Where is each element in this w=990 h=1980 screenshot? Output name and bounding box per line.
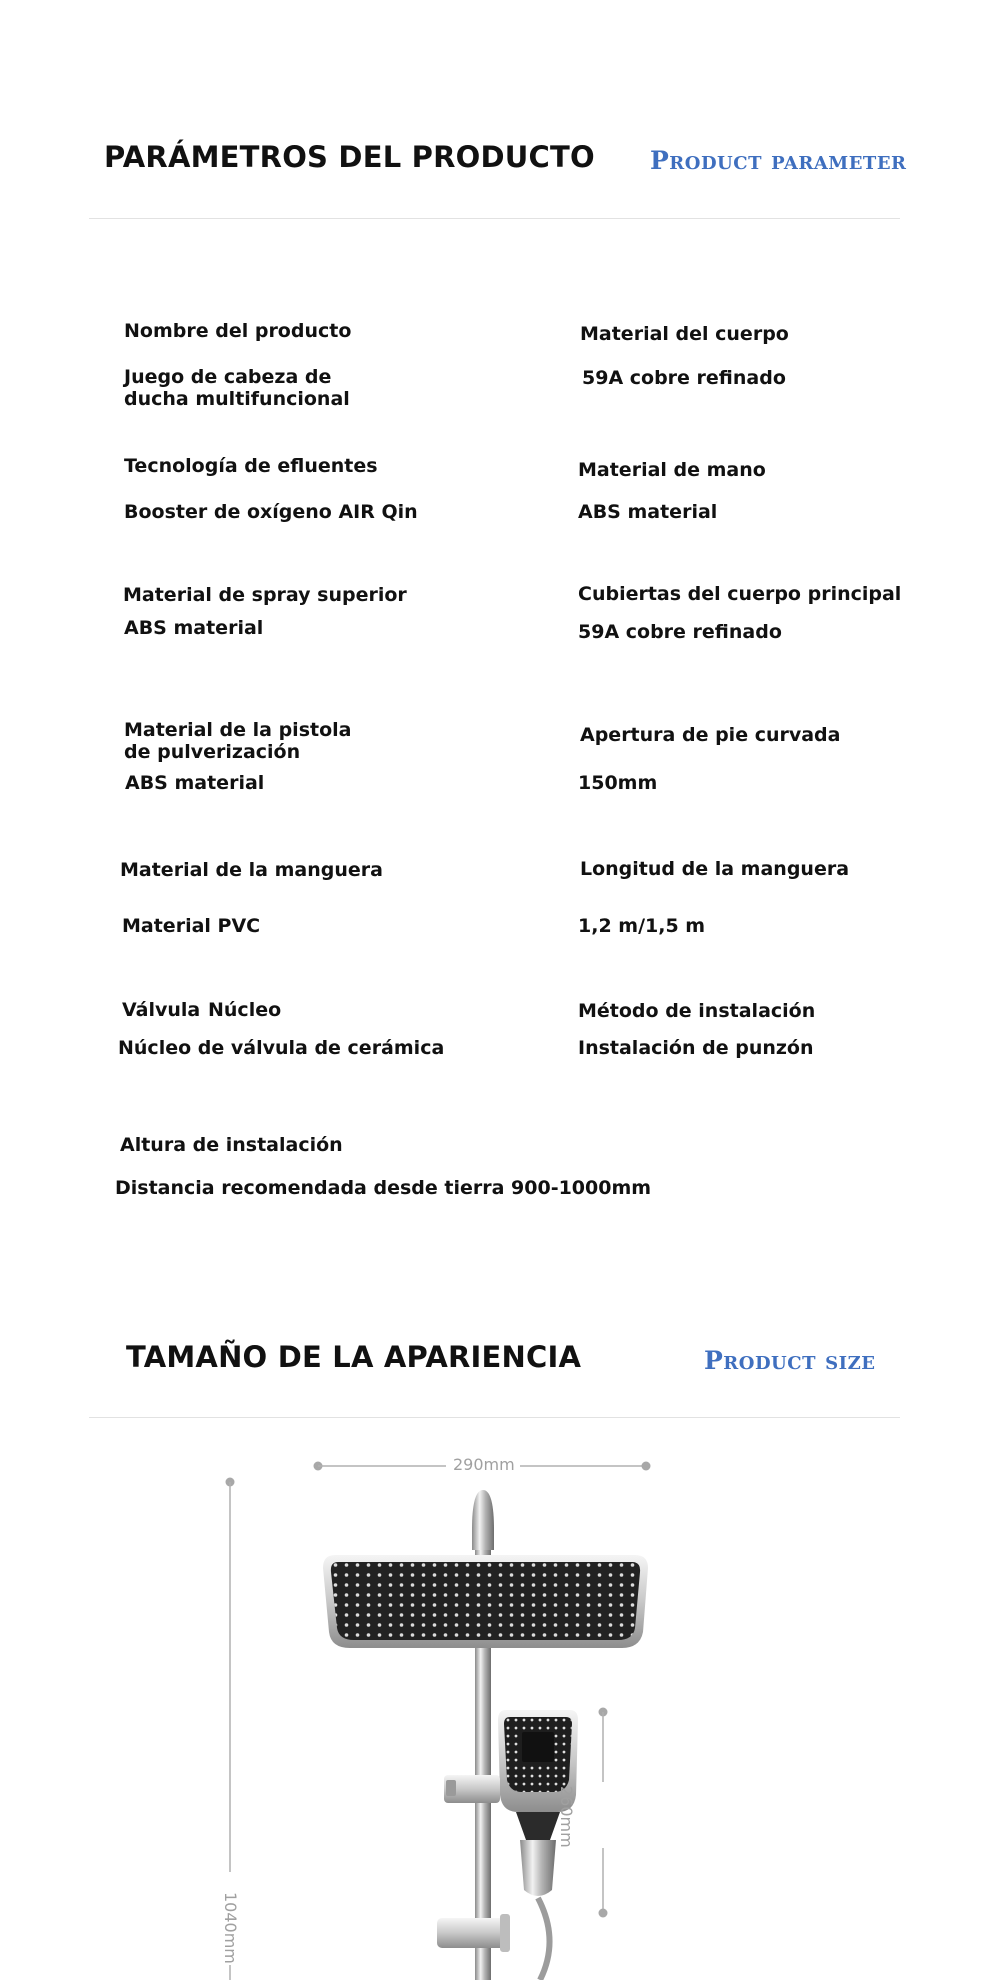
param-label-installation-height: Altura de instalación (120, 1134, 343, 1156)
param-value-effluent-tech: Booster de oxígeno AIR Qin (124, 501, 418, 523)
params-divider (89, 218, 900, 219)
params-section-title: PARÁMETROS DEL PRODUCTO (104, 140, 595, 174)
param-label-valve-core: Núcleo (208, 999, 282, 1021)
param-value-installation-method: Instalación de punzón (578, 1037, 814, 1059)
param-value-curved-opening: 150mm (578, 772, 658, 794)
handheld-dimension-line (599, 1708, 608, 1918)
param-label-spray-gun-material-line1: Material de la pistola (124, 719, 352, 741)
dimension-handheld-label: 260mm (557, 1786, 576, 1848)
params-section-subtitle: Product parameter (650, 146, 907, 175)
param-value-hand-material: ABS material (578, 501, 718, 523)
param-label-product-name: Nombre del producto (124, 320, 352, 342)
param-value-product-name-line2: ducha multifuncional (124, 388, 350, 410)
product-diagram (0, 1420, 990, 1980)
param-value-hose-material: Material PVC (122, 915, 261, 937)
param-label-hose-material: Material de la manguera (120, 859, 383, 881)
param-label-body-material: Material del cuerpo (580, 323, 789, 345)
param-label-curved-opening: Apertura de pie curvada (580, 724, 841, 746)
param-value-valve-core: Núcleo de válvula de cerámica (118, 1037, 445, 1059)
param-value-product-name-line1: Juego de cabeza de (124, 366, 332, 388)
param-label-spray-gun-material-line2: de pulverización (124, 741, 301, 763)
hose (538, 1898, 550, 1980)
param-value-main-body-covers: 59A cobre refinado (578, 621, 782, 643)
rain-shower-head (323, 1555, 648, 1648)
size-divider (89, 1417, 900, 1418)
param-value-spray-gun-material: ABS material (125, 772, 265, 794)
param-value-installation-height: Distancia recomendada desde tierra 900-1000mm (115, 1177, 652, 1199)
param-label-effluent-tech: Tecnología de efluentes (124, 455, 378, 477)
param-label-hose-length: Longitud de la manguera (580, 858, 850, 880)
param-value-body-material: 59A cobre refinado (582, 367, 786, 389)
holder-bracket (437, 1775, 510, 1952)
param-label-main-body-covers: Cubiertas del cuerpo principal (578, 583, 902, 605)
param-label-hand-material: Material de mano (578, 459, 766, 481)
param-label-installation-method: Método de instalación (578, 1000, 816, 1022)
size-section-title: TAMAÑO DE LA APARIENCIA (126, 1340, 582, 1374)
curved-arm (472, 1490, 494, 1550)
dimension-height-label: 1040mm (221, 1892, 240, 1964)
param-value-hose-length: 1,2 m/1,5 m (578, 915, 706, 937)
size-section-subtitle: Product size (704, 1346, 876, 1375)
param-value-top-spray-material: ABS material (124, 617, 264, 639)
dimension-width-label: 290mm (453, 1455, 515, 1474)
param-label-top-spray-material: Material de spray superior (123, 584, 407, 606)
param-label-valve: Válvula (122, 999, 201, 1021)
